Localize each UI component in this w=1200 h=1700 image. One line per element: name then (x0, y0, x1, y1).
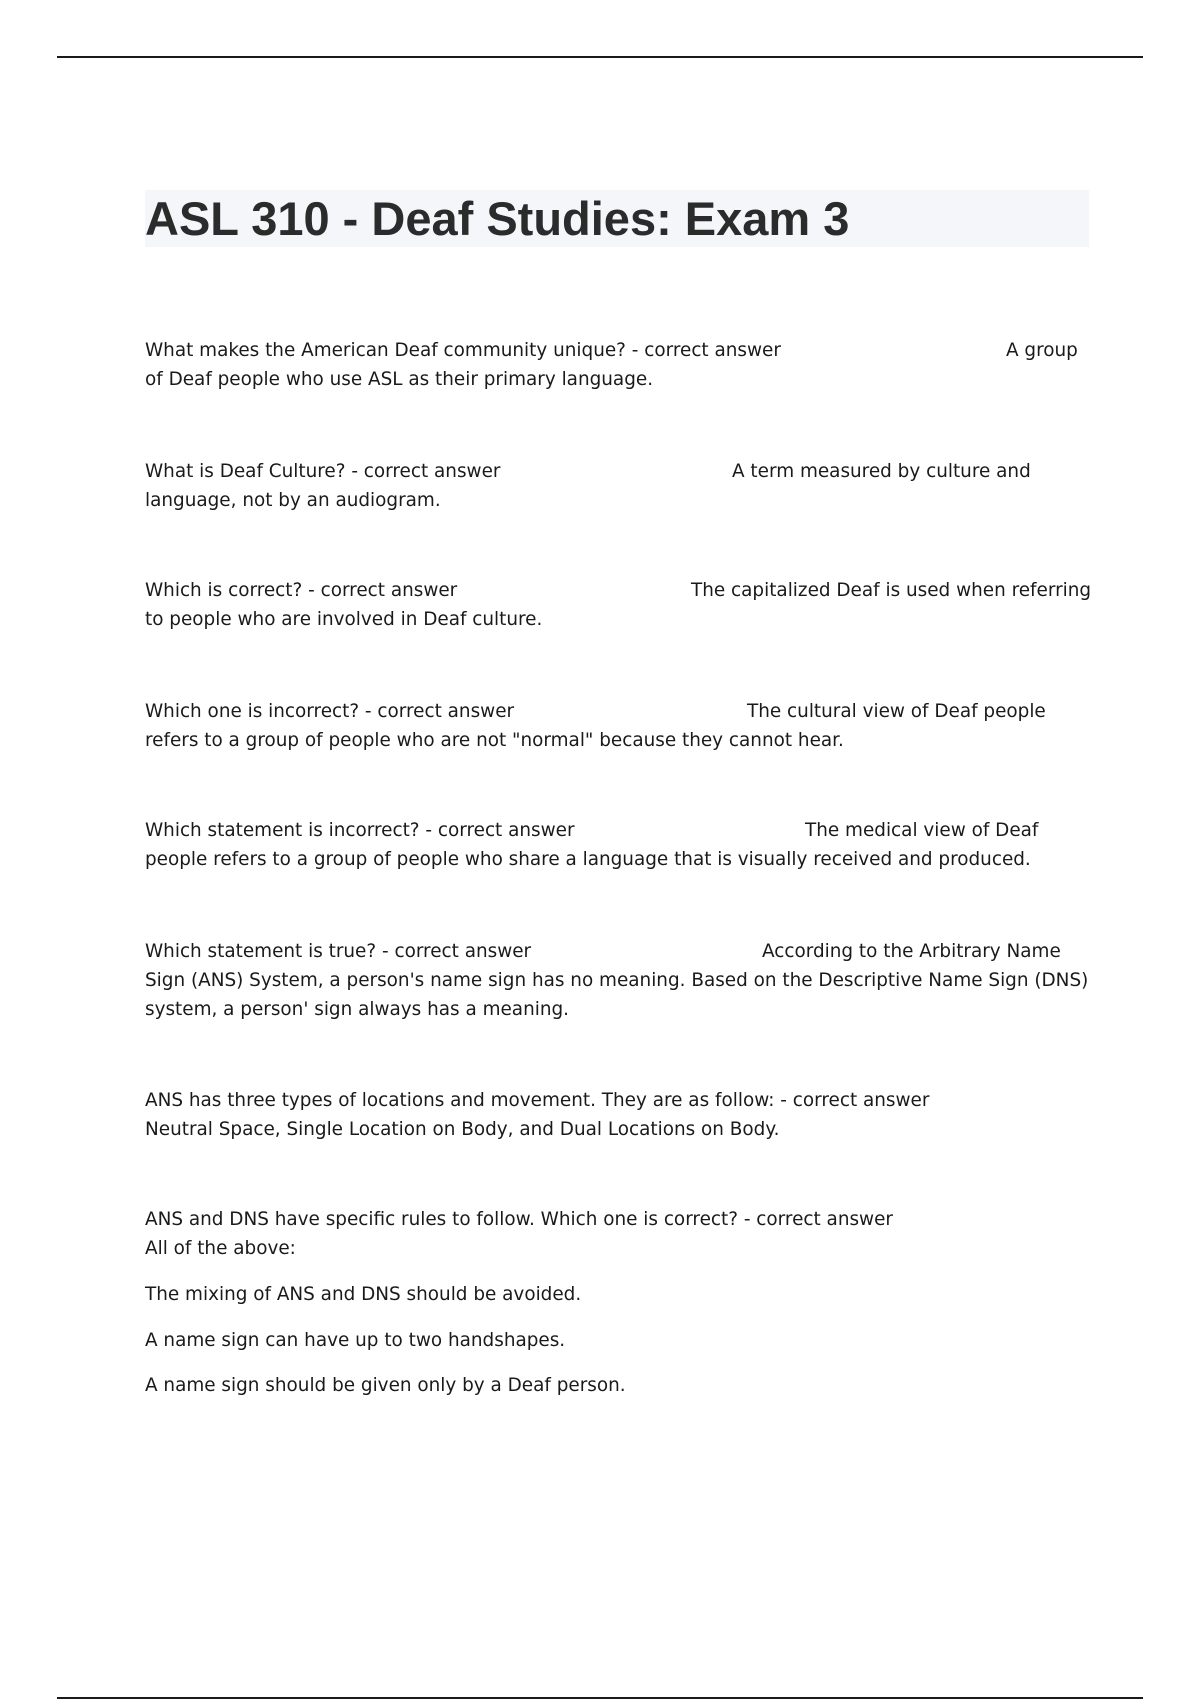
answer-6-start: According to the Arbitrary Name (762, 941, 1061, 962)
answer-2-line-1: language, not by an audiogram. (145, 490, 441, 511)
answer-5-start: The medical view of Deaf (805, 820, 1039, 841)
answer-1-line-1: of Deaf people who use ASL as their primary language. (145, 369, 654, 390)
answer-5-line-1: people refers to a group of people who share a language that is visually received and produced. (145, 849, 1031, 870)
qa-item-7 (145, 1086, 1080, 1144)
document-title: ASL 310 - Deaf Studies: Exam 3 (145, 192, 850, 245)
answer-8-option-3: A name sign should be given only by a Deaf person. (145, 1375, 626, 1396)
question-4: Which one is incorrect? - correct answer (145, 701, 515, 722)
qa-item-2 (145, 457, 1080, 515)
answer-8-line-1: All of the above: (145, 1238, 296, 1259)
answer-4-start: The cultural view of Deaf people (747, 701, 1046, 722)
qa-item-6 (145, 937, 1089, 1024)
answer-4-line-1: refers to a group of people who are not "normal" because they cannot hear. (145, 730, 844, 751)
title-block (145, 190, 1089, 247)
qa-item-4 (145, 697, 1080, 755)
question-7: ANS has three types of locations and movement. They are as follow: - correct answer (145, 1090, 930, 1111)
qa-item-3 (145, 576, 1092, 634)
question-1: What makes the American Deaf community unique? - correct answer (145, 340, 781, 361)
answer-3-start: The capitalized Deaf is used when referring (691, 580, 1092, 601)
qa-item-5 (145, 816, 1080, 874)
bottom-rule (57, 1697, 1143, 1699)
answer-7-line-1: Neutral Space, Single Location on Body, and Dual Locations on Body. (145, 1119, 780, 1140)
answer-6-line-1: Sign (ANS) System, a person's name sign has no meaning. Based on the Descriptive Name Sign (DNS) (145, 970, 1089, 991)
answer-8-option-2: A name sign can have up to two handshapes. (145, 1330, 566, 1351)
question-5: Which statement is incorrect? - correct answer (145, 820, 575, 841)
answer-1-start: A group (1006, 340, 1078, 361)
question-6: Which statement is true? - correct answer (145, 941, 532, 962)
qa-item-8 (145, 1205, 1080, 1263)
answer-8-option-1: The mixing of ANS and DNS should be avoided. (145, 1284, 582, 1305)
question-2: What is Deaf Culture? - correct answer (145, 461, 501, 482)
question-3: Which is correct? - correct answer (145, 580, 458, 601)
answer-3-line-1: to people who are involved in Deaf culture. (145, 609, 543, 630)
answer-2-start: A term measured by culture and (732, 461, 1031, 482)
top-rule (57, 56, 1143, 58)
qa-item-1 (145, 336, 1080, 394)
question-8: ANS and DNS have specific rules to follow. Which one is correct? - correct answer (145, 1209, 893, 1230)
answer-6-line-2: system, a person' sign always has a meaning. (145, 999, 570, 1020)
